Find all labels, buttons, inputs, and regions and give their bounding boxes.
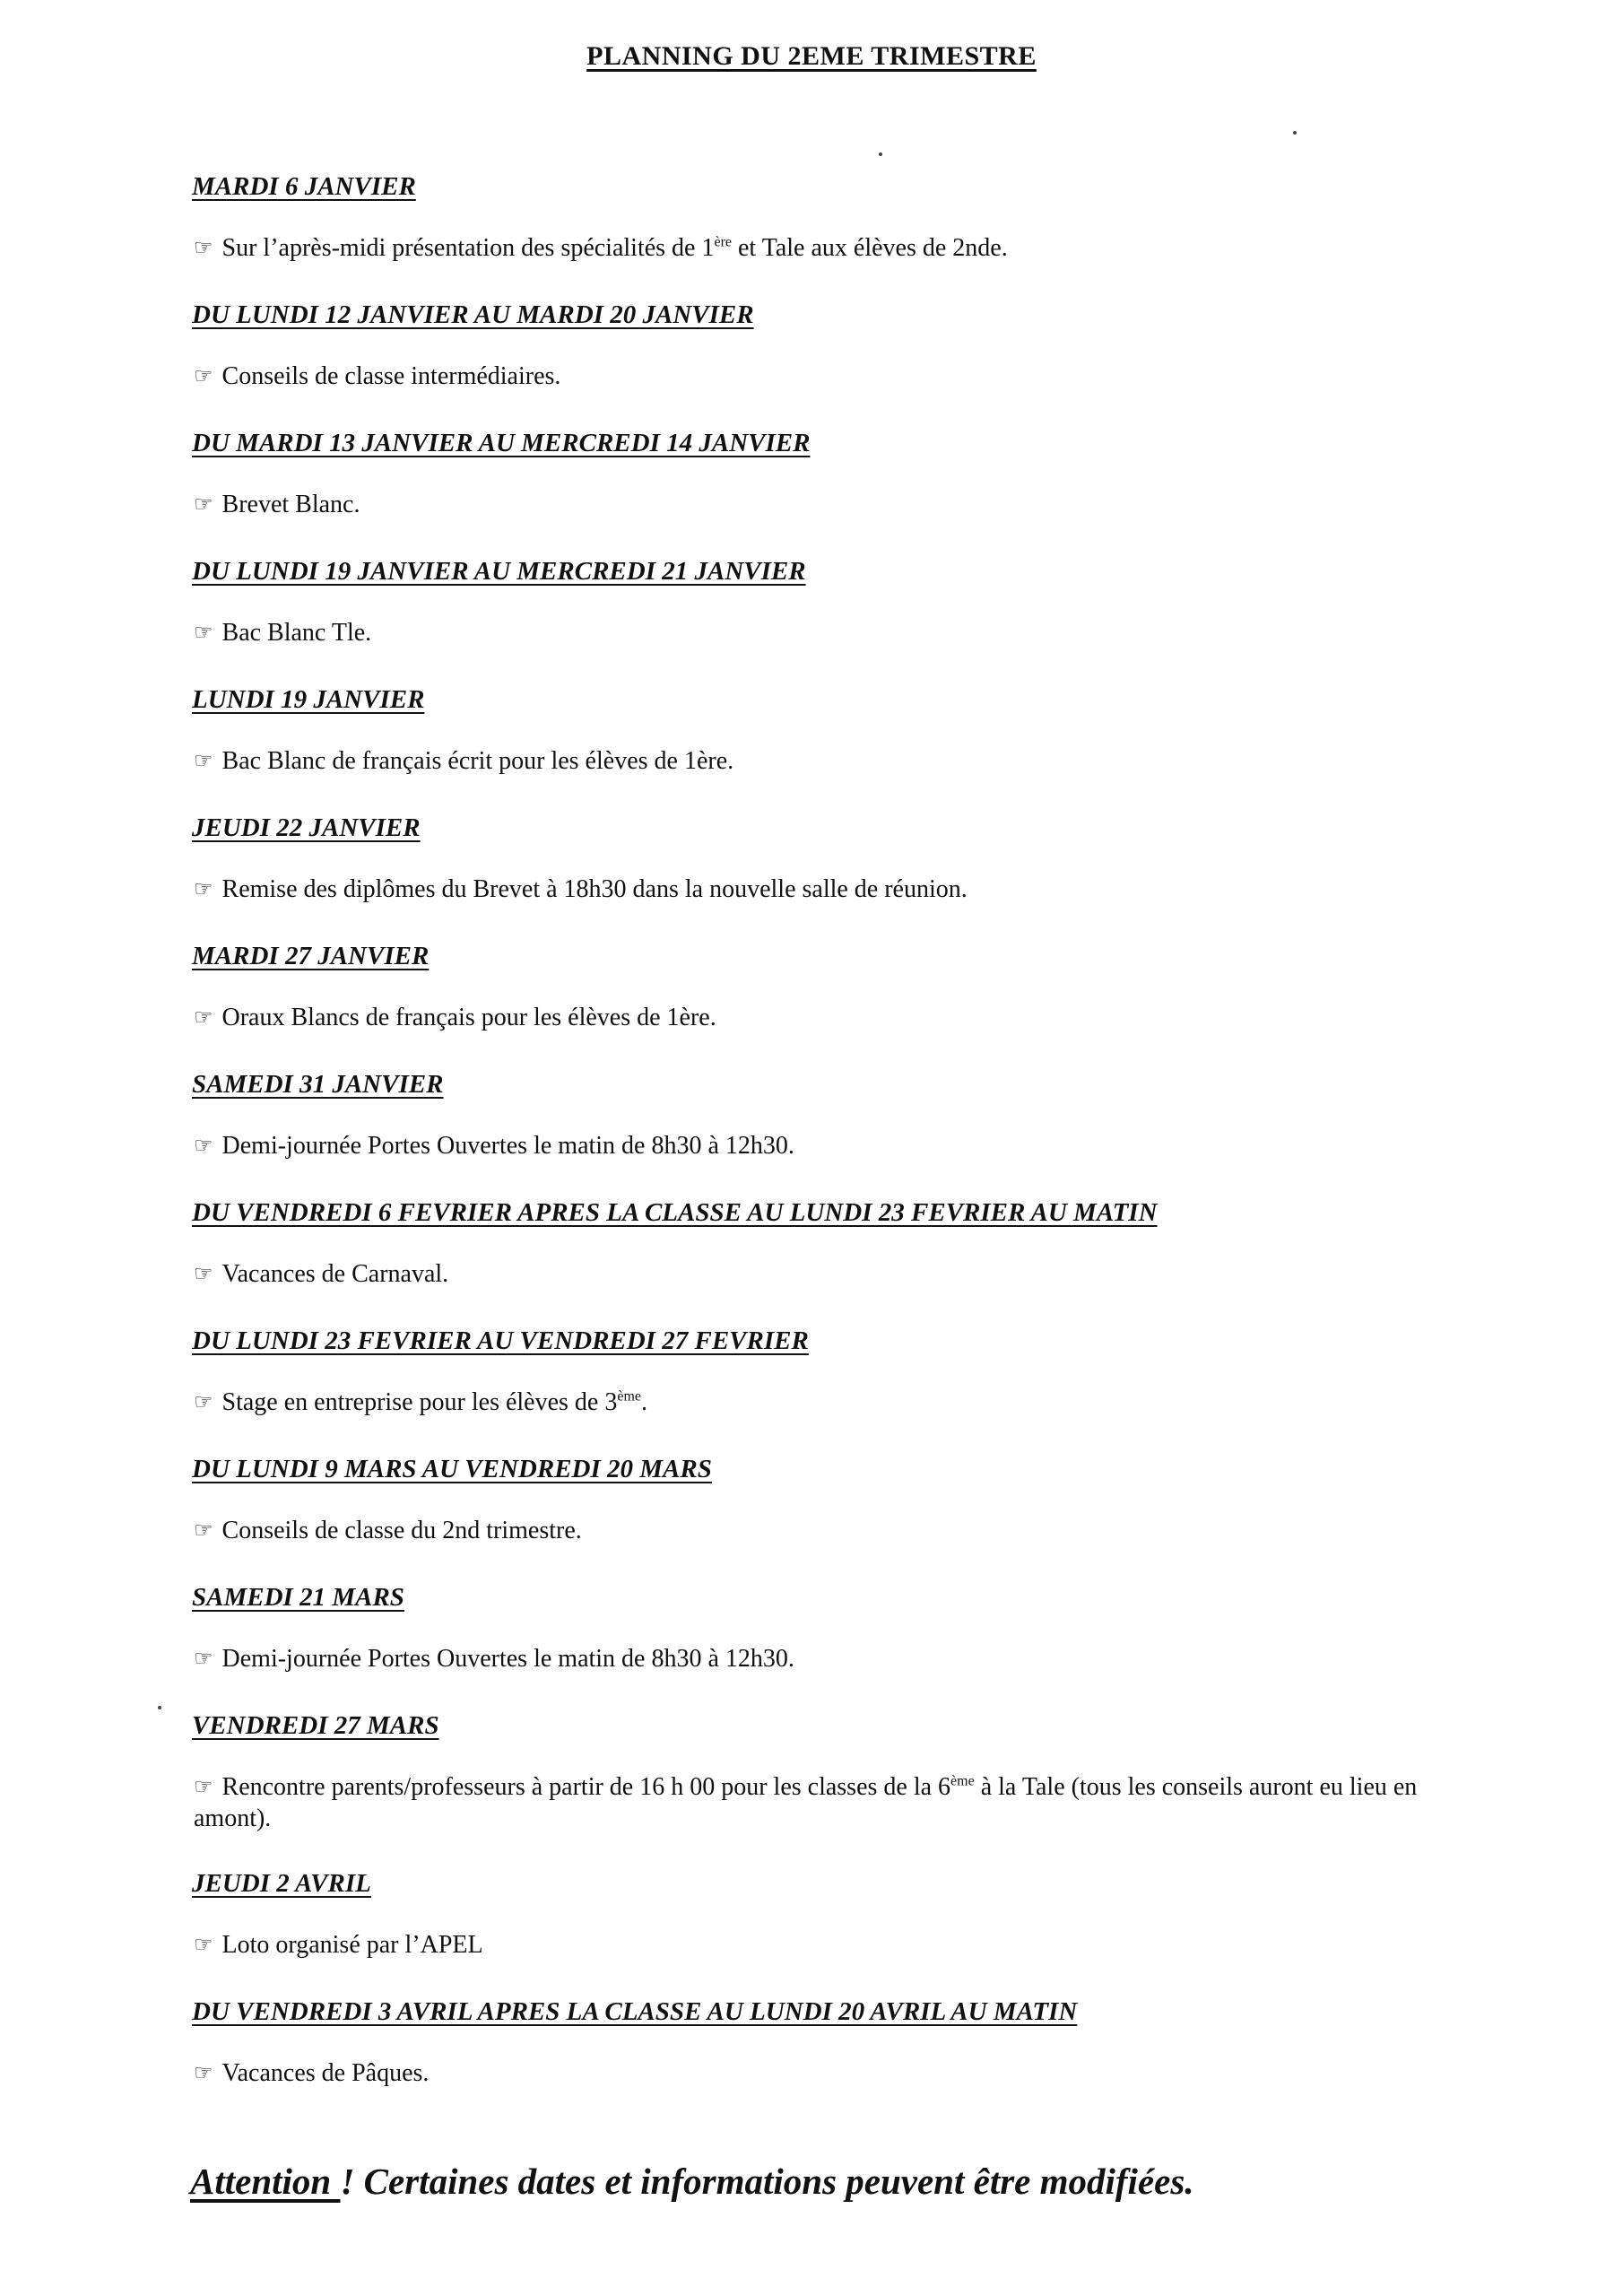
schedule-entry [192,555,1465,683]
description-text: Bac Blanc de français écrit pour les élèves de 1ère. [221,747,734,775]
description-text: Demi-journée Portes Ouvertes le matin de 8h30 à 12h30. [221,1645,794,1673]
pointing-hand-icon: ☞ [194,1519,213,1543]
schedule-entry [192,1996,1465,2124]
description-text: Stage en entreprise pour les élèves de 3 [221,1388,618,1416]
entry-date-heading: MARDI 6 JANVIER [192,172,416,201]
entry-date-heading: SAMEDI 21 MARS [192,1583,404,1612]
scan-speck [1293,131,1297,135]
pointing-hand-icon: ☞ [194,1135,213,1158]
schedule-entry [192,1453,1465,1581]
entry-description [194,1516,1465,1547]
pointing-hand-icon: ☞ [194,1263,213,1286]
entry-date-heading: DU LUNDI 9 MARS AU VENDREDI 20 MARS [192,1455,712,1483]
entry-date-heading: DU VENDREDI 3 AVRIL APRES LA CLASSE AU LUNDI 20 AVRIL AU MATIN [192,1997,1078,2026]
attention-note [190,2160,1194,2203]
ordinal-suffix: ère [714,234,732,250]
entry-description [194,618,1465,649]
description-text: Loto organisé par l’APEL [221,1931,483,1959]
description-text-end: . [641,1388,648,1416]
pointing-hand-icon: ☞ [194,365,213,388]
schedule-entry [192,1709,1465,1867]
schedule-entry [192,427,1465,555]
entry-description [194,1772,1449,1834]
entry-date-heading: DU VENDREDI 6 FEVRIER APRES LA CLASSE AU LUNDI 23 FEVRIER AU MATIN [192,1198,1158,1227]
entry-date-heading: JEUDI 2 AVRIL [192,1869,371,1898]
entry-date-heading: SAMEDI 31 JANVIER [192,1070,444,1099]
description-text: Conseils de classe intermédiaires. [221,362,561,390]
entry-date-heading: DU LUNDI 12 JANVIER AU MARDI 20 JANVIER [192,300,754,329]
entry-description [194,361,1465,393]
pointing-hand-icon: ☞ [194,1776,213,1799]
schedule-entry [192,299,1465,427]
entry-description [194,1930,1465,1961]
entry-date-heading: DU LUNDI 23 FEVRIER AU VENDREDI 27 FEVRIER [192,1326,809,1355]
entry-description [194,746,1465,778]
description-text: Oraux Blancs de français pour les élèves de 1ère. [221,1004,716,1031]
schedule-entry [192,1068,1465,1196]
pointing-hand-icon: ☞ [194,2062,213,2085]
schedule-entry [192,1325,1465,1453]
pointing-hand-icon: ☞ [194,1006,213,1030]
description-text-end: et Tale aux élèves de 2nde. [732,234,1008,262]
scan-speck [158,1706,161,1709]
description-text: Demi-journée Portes Ouvertes le matin de 8h30 à 12h30. [221,1132,794,1160]
pointing-hand-icon: ☞ [194,750,213,773]
description-text: Brevet Blanc. [221,491,360,518]
entry-description [194,2058,1465,2090]
page-title: PLANNING DU 2EME TRIMESTRE [586,41,1037,71]
pointing-hand-icon: ☞ [194,1648,213,1671]
pointing-hand-icon: ☞ [194,622,213,645]
schedule-list [192,170,1465,2124]
description-text: Rencontre parents/professeurs à partir de 16 h 00 pour les classes de la 6 [221,1773,951,1801]
schedule-entry [192,1867,1465,1996]
pointing-hand-icon: ☞ [194,878,213,901]
attention-message: ! Certaines dates et informations peuvent être modifiées. [340,2161,1194,2202]
schedule-entry [192,1196,1465,1325]
ordinal-suffix: ème [617,1388,642,1405]
description-text-end: à la Tale (tous les conseils auront eu lieu en amont). [194,1773,1418,1832]
description-text: Sur l’après-midi présentation des spécialités de 1 [221,234,715,262]
pointing-hand-icon: ☞ [194,1391,213,1414]
pointing-hand-icon: ☞ [194,237,213,260]
schedule-entry [192,170,1465,299]
ordinal-suffix: ème [950,1773,975,1789]
scan-speck [879,152,882,156]
pointing-hand-icon: ☞ [194,493,213,517]
entry-date-heading: MARDI 27 JANVIER [192,942,430,970]
entry-description [194,233,1465,265]
description-text: Bac Blanc Tle. [221,619,372,647]
entry-description [194,1644,1465,1675]
entry-description [194,874,1465,906]
description-text: Vacances de Pâques. [221,2059,430,2087]
entry-description [194,1131,1465,1162]
attention-label: Attention [190,2161,341,2202]
description-text: Conseils de classe du 2nd trimestre. [221,1517,582,1544]
schedule-entry [192,812,1465,940]
entry-date-heading: DU MARDI 13 JANVIER AU MERCREDI 14 JANVIER [192,429,811,457]
entry-description [194,1387,1465,1419]
schedule-entry [192,940,1465,1068]
entry-date-heading: VENDREDI 27 MARS [192,1711,439,1740]
schedule-entry [192,1581,1465,1709]
description-text: Remise des diplômes du Brevet à 18h30 dans la nouvelle salle de réunion. [221,875,968,903]
entry-date-heading: LUNDI 19 JANVIER [192,685,425,714]
entry-description [194,1259,1465,1291]
description-text: Vacances de Carnaval. [221,1260,449,1288]
schedule-entry [192,683,1465,812]
pointing-hand-icon: ☞ [194,1934,213,1957]
entry-date-heading: DU LUNDI 19 JANVIER AU MERCREDI 21 JANVIER [192,557,806,586]
entry-description [194,490,1465,521]
entry-date-heading: JEUDI 22 JANVIER [192,813,421,842]
entry-description [194,1003,1465,1034]
